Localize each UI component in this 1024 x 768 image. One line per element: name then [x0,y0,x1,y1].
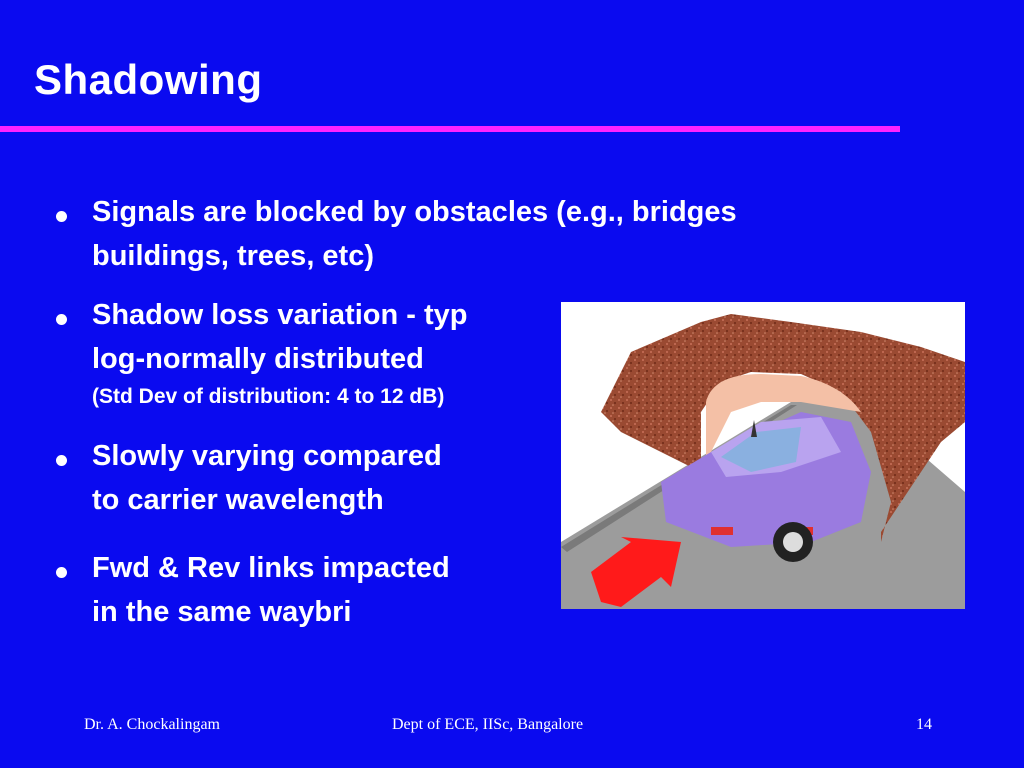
bullet-item-1 [92,190,737,278]
bullet-1-line-1: Signals are blocked by obstacles (e.g., bridges [92,196,737,228]
bullet-item-4 [92,546,450,634]
bullet-4-line-2: in the same waybri [92,596,352,628]
bullet-marker [56,211,67,222]
bullet-3-line-2: to carrier wavelength [92,484,384,516]
illustration-svg [561,302,965,609]
footer-page-number: 14 [916,716,932,733]
footer-dept: Dept of ECE, IISc, Bangalore [392,716,584,733]
bullet-item-2 [92,293,467,413]
bullet-marker [56,314,67,325]
bullet-marker [56,455,67,466]
bullet-3-line-1: Slowly varying compared [92,440,442,472]
bullet-4-line-1: Fwd & Rev links impacted [92,552,450,584]
bullet-1-line-2: buildings, trees, etc) [92,240,374,272]
bullet-2-line-2: log-normally distributed [92,343,424,375]
bullet-2-line-1: Shadow loss variation - typ [92,299,468,331]
car-under-bridge-illustration [561,302,965,609]
bullet-marker [56,567,67,578]
footer-author: Dr. A. Chockalingam [84,716,220,733]
slide-title: Shadowing [34,56,263,103]
bullet-item-3 [92,434,442,522]
bullet-2-subtext: (Std Dev of distribution: 4 to 12 dB) [92,385,445,408]
